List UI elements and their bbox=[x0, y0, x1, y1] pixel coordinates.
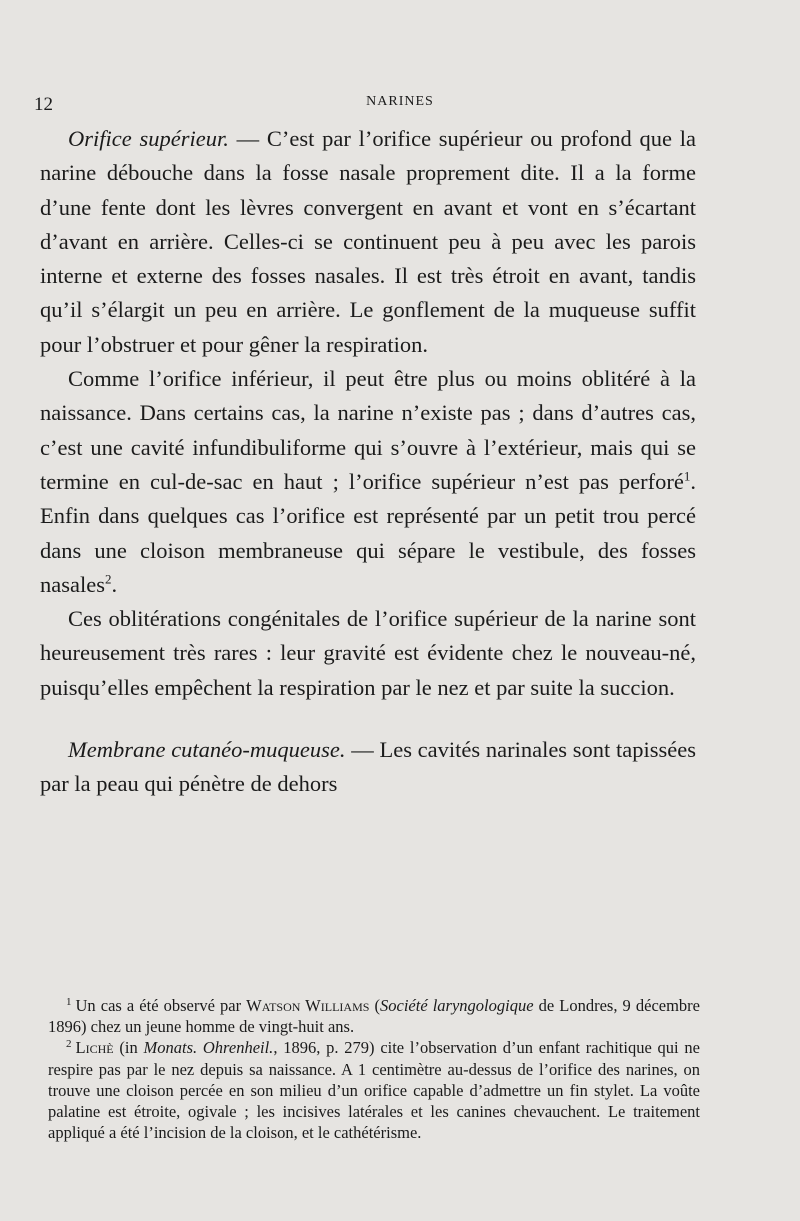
journal-title: Monats. Ohrenheil. bbox=[143, 1038, 274, 1058]
paragraph bbox=[40, 362, 696, 602]
paragraph bbox=[40, 602, 696, 705]
footnote-text: Un cas a été observé par bbox=[75, 996, 247, 1015]
footnote-marker[interactable]: 1 bbox=[683, 468, 691, 484]
paragraph bbox=[40, 122, 696, 362]
running-head: NARINES bbox=[366, 94, 434, 109]
footnote-text: ( bbox=[369, 996, 380, 1015]
journal-title: Société laryngologique bbox=[380, 996, 534, 1015]
section-title: Membrane cutanéo-muqueuse. bbox=[68, 737, 346, 763]
paragraph-text: — Les cavités narinales sont tapissées par la peau qui pénètre de dehors bbox=[40, 737, 696, 797]
section-title: Orifice supérieur. bbox=[68, 126, 229, 151]
footnote-text: , 1896, p. 279) cite l’observation d’un enfant rachitique qui ne respire pas par le nez depuis sa naissance. A 1 centimètre au-dessus de l’orifice des narines, on trouve une cloison percée en son milieu d’un orifice capable d’admettre un fin stylet. La voûte palatine est étroite, ogivale ; les incisives latérales et les canines chevauchent. Le traitement appliqué a été l’incision de la cloison, et le cathétérisme. bbox=[48, 1038, 700, 1143]
author-name: Watson Williams bbox=[246, 996, 370, 1015]
paragraph-text: Comme l’orifice inférieur, il peut être plus ou moins oblitéré à la naissance. Dans certains cas, la narine n’existe pas ; dans d’autres cas, c’est une cavité infundibuliforme qui s’ouvre à l’extérieur, mais qui se termine en cul-de-sac en haut ; l’orifice supérieur n’est pas perforé bbox=[40, 366, 696, 494]
paragraph-text: . Enfin dans quelques cas l’orifice est représenté par un petit trou percé dans une cloison membraneuse qui sépare le vestibule, des fosses nasales bbox=[40, 468, 696, 597]
main-text bbox=[40, 122, 696, 802]
footnote-number: 2 bbox=[66, 1037, 72, 1050]
paragraph-text: — C’est par l’orifice supérieur ou profond que la narine débouche dans la fosse nasale proprement dite. Il a la forme d’une fente dont les lèvres convergent en avant et vont en s’écartant d’avant en arrière. Celles-ci se continuent peu à peu avec les parois interne et externe des fosses nasales. Il est très étroit en avant, tandis qu’il s’élargit un peu en arrière. Le gonflement de la muqueuse suffit pour l’obstruer et pour gêner la respiration. bbox=[40, 126, 696, 357]
author-name: Lichè bbox=[75, 1038, 114, 1058]
page-number: 12 bbox=[34, 94, 53, 115]
footnote-marker[interactable]: 2 bbox=[104, 571, 112, 587]
paragraph-text: Ces oblitérations congénitales de l’orifice supérieur de la narine sont heureusement très rares : leur gravité est évidente chez le nouveau-né, puisqu’elles empêchent la respiration par le nez et par suite la succion. bbox=[40, 606, 696, 700]
footnote-text: de Londres, 9 décembre 1896) chez un jeune homme de vingt-huit ans. bbox=[48, 996, 701, 1037]
footnote bbox=[48, 1037, 700, 1143]
footnote bbox=[48, 995, 700, 1037]
footnote-text: (in bbox=[113, 1038, 144, 1058]
paragraph-text: . bbox=[111, 571, 118, 597]
paragraph bbox=[40, 733, 696, 802]
footnotes bbox=[48, 995, 700, 1143]
footnote-number: 1 bbox=[66, 995, 72, 1008]
